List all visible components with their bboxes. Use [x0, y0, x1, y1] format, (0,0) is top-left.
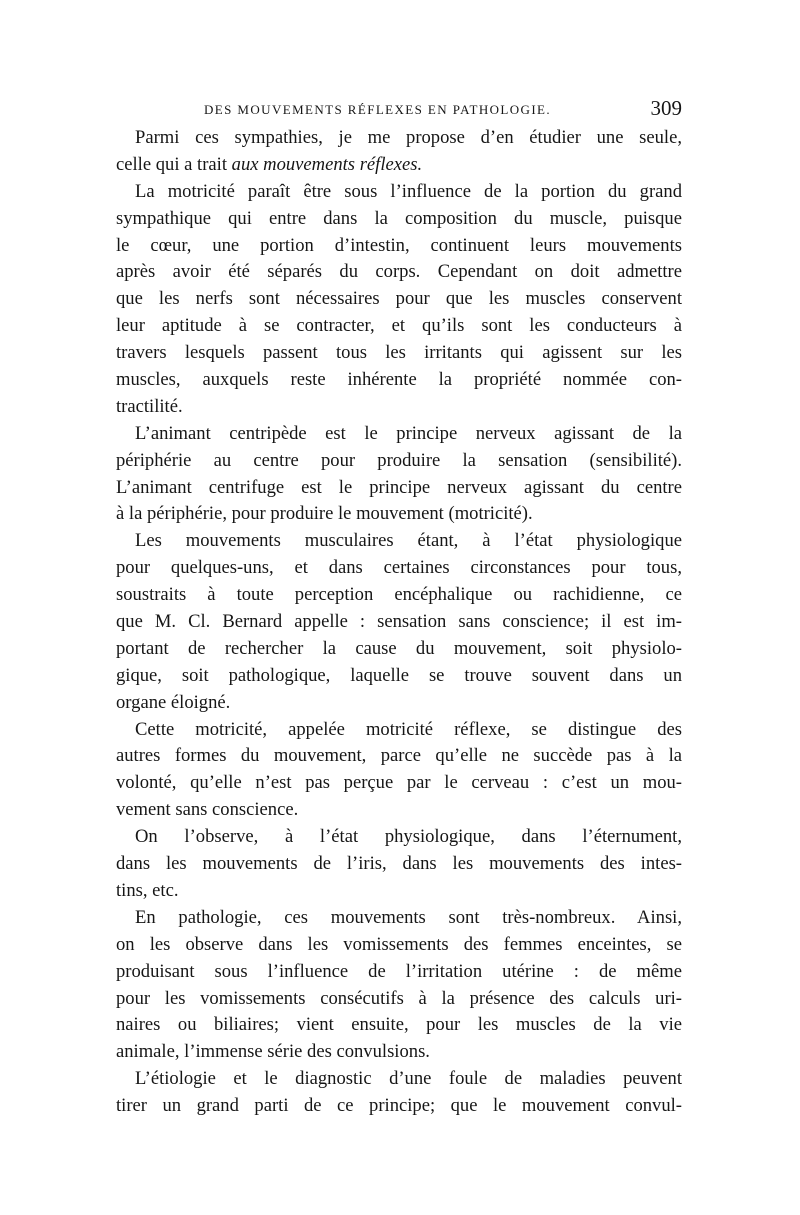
text-line: pour les vomissements consécutifs à la présence des calculs uri- — [116, 987, 682, 1009]
text-line: que les nerfs sont nécessaires pour que les muscles conservent — [116, 288, 682, 310]
text-line: on les observe dans les vomissements des femmes enceintes, se — [116, 933, 682, 955]
page-number: 309 — [650, 96, 682, 120]
text-line: On l’observe, à l’état physiologique, dans l’éternument, — [135, 826, 682, 848]
text-line: dans les mouvements de l’iris, dans les mouvements des intes- — [116, 853, 682, 875]
text-line-start: celle qui a trait — [116, 153, 232, 175]
text-line: tirer un grand parti de ce principe; que le mouvement convul- — [116, 1095, 682, 1117]
text-line: L’étiologie et le diagnostic d’une foule de maladies peuvent — [135, 1068, 682, 1090]
text-line: En pathologie, ces mouvements sont très-nombreux. Ainsi, — [135, 906, 682, 928]
text-line: L’animant centrifuge est le principe nerveux agissant du centre — [116, 476, 682, 498]
text-line: périphérie au centre pour produire la sensation (sensibilité). — [116, 449, 682, 471]
italic-phrase: aux mouvements réflexes. — [231, 153, 423, 175]
text-line: soustraits à toute perception encéphalique ou rachidienne, ce — [116, 584, 682, 606]
text-line: organe éloigné. — [116, 691, 231, 713]
text-line: que M. Cl. Bernard appelle : sensation sans conscience; il est im- — [116, 611, 682, 633]
text-line: tins, etc. — [116, 879, 179, 901]
text-line: pour quelques-uns, et dans certaines circonstances pour tous, — [116, 557, 682, 579]
text-line: volonté, qu’elle n’est pas perçue par le cerveau : c’est un mou- — [116, 772, 682, 794]
text-line: naires ou biliaires; vient ensuite, pour les muscles de la vie — [116, 1014, 682, 1036]
text-line: Les mouvements musculaires étant, à l’état physiologique — [135, 530, 682, 552]
text-line: Cette motricité, appelée motricité réflexe, se distingue des — [135, 718, 682, 740]
running-title: DES MOUVEMENTS RÉFLEXES EN PATHOLOGIE. — [204, 102, 552, 117]
running-header — [116, 96, 682, 124]
text-line: le cœur, une portion d’intestin, continuent leurs mouvements — [116, 234, 682, 256]
text-line: autres formes du mouvement, parce qu’elle ne succède pas à la — [116, 745, 682, 767]
text-line: muscles, auxquels reste inhérente la propriété nommée con- — [116, 369, 682, 391]
text-line: tractilité. — [116, 395, 183, 417]
text-line: vement sans conscience. — [116, 799, 299, 821]
text-line: produisant sous l’influence de l’irritation utérine : de même — [116, 960, 682, 982]
text-line: La motricité paraît être sous l’influence de la portion du grand — [135, 180, 682, 202]
text-line: à la périphérie, pour produire le mouvement (motricité). — [116, 503, 533, 525]
text-line: travers lesquels passent tous les irritants qui agissent sur les — [116, 342, 682, 364]
text-line: animale, l’immense série des convulsions. — [116, 1041, 430, 1063]
text-line — [116, 152, 682, 179]
text-line: portant de rechercher la cause du mouvement, soit physiolo- — [116, 637, 682, 659]
body-text — [116, 125, 682, 1120]
text-line: L’animant centripède est le principe nerveux agissant de la — [135, 422, 682, 444]
text-line: sympathique qui entre dans la composition du muscle, puisque — [116, 207, 682, 229]
text-line: leur aptitude à se contracter, et qu’ils sont les conducteurs à — [116, 315, 682, 337]
text-line: gique, soit pathologique, laquelle se trouve souvent dans un — [116, 664, 682, 686]
text-line: Parmi ces sympathies, je me propose d’en étudier une seule, — [135, 127, 682, 148]
text-line: après avoir été séparés du corps. Cependant on doit admettre — [116, 261, 682, 283]
